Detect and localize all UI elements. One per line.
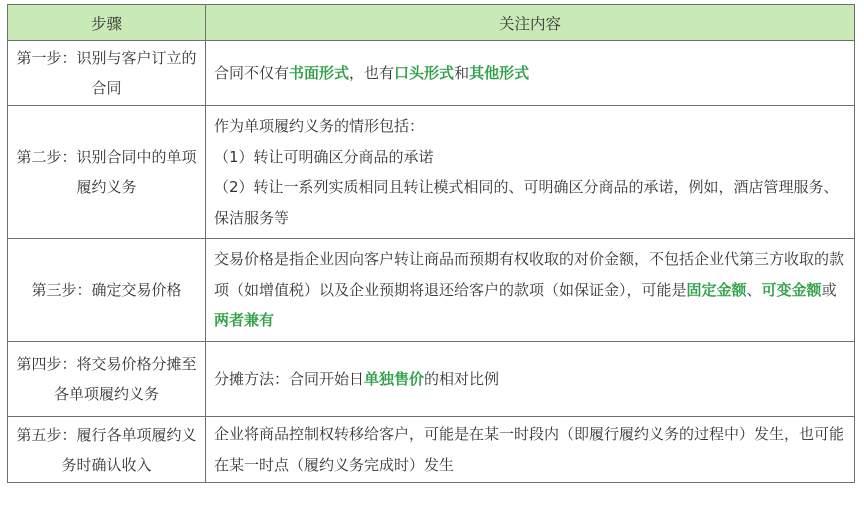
content-text: 和 (454, 63, 470, 82)
table-row (8, 239, 855, 342)
table-row (8, 41, 855, 106)
step-cell: 第四步：将交易价格分摊至各单项履约义务 (8, 342, 206, 417)
header-row (8, 5, 855, 41)
content-line (214, 244, 848, 336)
header-step: 步骤 (8, 5, 206, 41)
step-cell: 第二步：识别合同中的单项履约义务 (8, 106, 206, 239)
content-cell (206, 106, 855, 239)
content-line (214, 142, 848, 173)
highlighted-term: 可变金额 (761, 280, 822, 299)
content-cell (206, 239, 855, 342)
content-cell (206, 417, 855, 483)
content-text: 或 (821, 280, 837, 299)
content-text: 的相对比例 (424, 369, 500, 388)
content-line (214, 419, 848, 480)
table-row (8, 342, 855, 417)
step-cell: 第三步：确定交易价格 (8, 239, 206, 342)
highlighted-term: 书面形式 (289, 63, 350, 82)
content-line (214, 58, 848, 89)
highlighted-term: 口头形式 (394, 63, 455, 82)
step-cell: 第一步：识别与客户订立的合同 (8, 41, 206, 106)
content-text: 交易价格是指企业因向客户转让商品而预期有权收取的对价金额，不包括企业代第三方收取的款项（如增值税）以及企业预期将退还给客户的款项（如保证金），可能是 (214, 250, 845, 299)
step-cell: 第五步：履行各单项履约义务时确认收入 (8, 417, 206, 483)
content-text: 、 (746, 280, 762, 299)
highlighted-term: 固定金额 (686, 280, 747, 299)
content-line (214, 111, 848, 142)
content-cell (206, 342, 855, 417)
highlighted-term: 两者兼有 (214, 311, 275, 330)
table-row (8, 417, 855, 483)
content-cell (206, 41, 855, 106)
content-line (214, 172, 848, 233)
header-content: 关注内容 (206, 5, 855, 41)
content-text: 作为单项履约义务的情形包括： (214, 117, 425, 135)
highlighted-term: 其他形式 (469, 63, 530, 82)
content-text: 分摊方法：合同开始日 (214, 369, 365, 388)
content-text: （1）转让可明确区分商品的承诺 (214, 147, 434, 166)
content-text: ，也有 (349, 63, 395, 82)
content-text: 合同不仅有 (214, 63, 290, 82)
table-row (8, 106, 855, 239)
revenue-recognition-table (7, 4, 855, 483)
content-text: 企业将商品控制权转移给客户，可能是在某一时段内（即履行履约义务的过程中）发生，也可能在某一时点（履约义务完成时）发生 (214, 425, 845, 474)
highlighted-term: 单独售价 (364, 369, 425, 388)
content-text: （2）转让一系列实质相同且转让模式相同的、可明确区分商品的承诺，例如，酒店管理服务、保洁服务等 (214, 178, 839, 227)
content-line (214, 364, 848, 395)
